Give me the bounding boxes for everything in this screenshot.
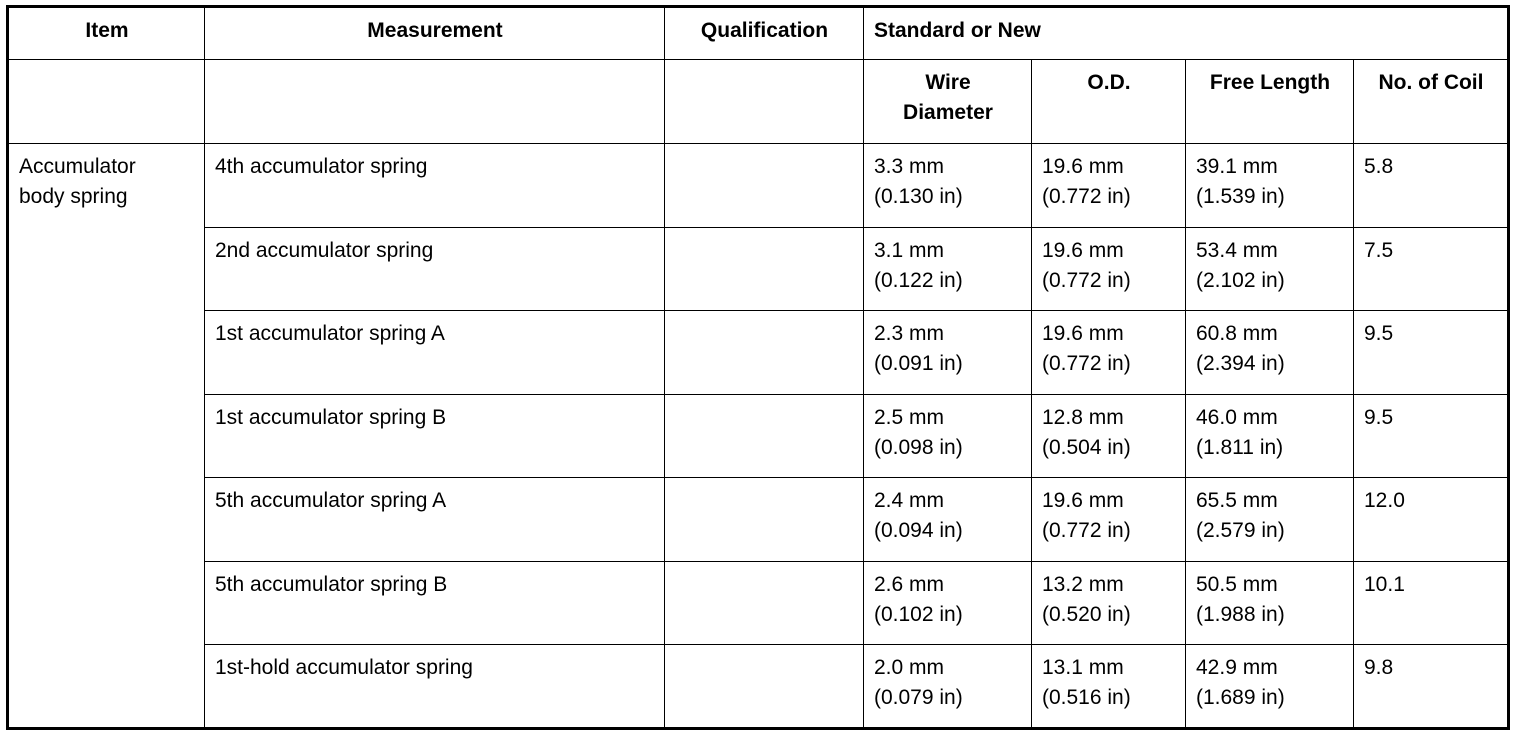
od-cell-line-2: (0.772 in): [1042, 519, 1131, 542]
header-od: O.D.: [1032, 60, 1186, 144]
table-row: [8, 561, 1509, 645]
item-cell-line-1: Accumulator: [19, 155, 136, 178]
od-cell: [1032, 478, 1186, 562]
table-row: [8, 311, 1509, 395]
header-wire-diameter: [864, 60, 1032, 144]
free-length-cell-line-2: (2.102 in): [1196, 268, 1285, 292]
wire-diameter-cell: [864, 561, 1032, 645]
od-cell-line-1: 12.8 mm: [1042, 405, 1124, 429]
table-row: [8, 478, 1509, 562]
free-length-cell: [1186, 394, 1354, 478]
header-measurement: Measurement: [205, 7, 665, 60]
free-length-cell-line-1: 39.1 mm: [1196, 155, 1278, 178]
table-row: [8, 394, 1509, 478]
free-length-cell: [1186, 311, 1354, 395]
wire-diameter-cell-line-2: (0.102 in): [874, 602, 963, 626]
coil-count-cell: 10.1: [1354, 561, 1509, 645]
wire-diameter-cell-line-2: (0.094 in): [874, 519, 963, 542]
header-wire-diameter-line-2: Diameter: [903, 101, 993, 124]
od-cell-line-2: (0.520 in): [1042, 602, 1131, 626]
header-standard-or-new: Standard or New: [864, 7, 1509, 60]
wire-diameter-cell: [864, 311, 1032, 395]
free-length-cell-line-1: 65.5 mm: [1196, 489, 1278, 512]
measurement-cell: 5th accumulator spring A: [205, 478, 665, 562]
od-cell-line-1: 19.6 mm: [1042, 155, 1124, 178]
od-cell: [1032, 394, 1186, 478]
header-row-2: [8, 60, 1509, 144]
qualification-cell: [665, 561, 864, 645]
od-cell-line-2: (0.772 in): [1042, 352, 1131, 375]
header-item: Item: [8, 7, 205, 60]
od-cell: [1032, 227, 1186, 311]
od-cell: [1032, 645, 1186, 729]
od-cell: [1032, 311, 1186, 395]
wire-diameter-cell-line-1: 3.1 mm: [874, 238, 945, 262]
wire-diameter-cell-line-1: 2.0 mm: [874, 656, 945, 679]
table-row: [8, 645, 1509, 729]
od-cell-line-1: 19.6 mm: [1042, 489, 1124, 512]
coil-count-cell: 5.8: [1354, 144, 1509, 228]
table-body: [8, 7, 1509, 729]
free-length-cell-line-1: 53.4 mm: [1196, 238, 1278, 262]
wire-diameter-cell: [864, 478, 1032, 562]
od-cell-line-2: (0.772 in): [1042, 268, 1131, 292]
coil-count-cell: 7.5: [1354, 227, 1509, 311]
wire-diameter-cell: [864, 144, 1032, 228]
qualification-cell: [665, 144, 864, 228]
table-row: [8, 144, 1509, 228]
measurement-cell: 1st-hold accumulator spring: [205, 645, 665, 729]
spring-spec-table: [6, 5, 1510, 730]
measurement-cell: 1st accumulator spring B: [205, 394, 665, 478]
od-cell-line-1: 19.6 mm: [1042, 322, 1124, 345]
free-length-cell: [1186, 144, 1354, 228]
free-length-cell-line-1: 60.8 mm: [1196, 322, 1278, 345]
coil-count-cell: 9.5: [1354, 311, 1509, 395]
wire-diameter-cell: [864, 645, 1032, 729]
wire-diameter-cell-line-1: 2.4 mm: [874, 489, 945, 512]
qualification-cell: [665, 478, 864, 562]
wire-diameter-cell-line-1: 2.3 mm: [874, 322, 945, 345]
header-wire-diameter-line-1: Wire: [925, 71, 971, 94]
wire-diameter-cell-line-2: (0.091 in): [874, 352, 963, 375]
table-row: [8, 227, 1509, 311]
coil-count-cell: 9.8: [1354, 645, 1509, 729]
header-item-blank: [8, 60, 205, 144]
free-length-cell-line-1: 50.5 mm: [1196, 572, 1278, 596]
wire-diameter-cell: [864, 227, 1032, 311]
header-qualification-blank: [665, 60, 864, 144]
free-length-cell: [1186, 561, 1354, 645]
item-cell-line-2: body spring: [19, 185, 128, 208]
free-length-cell-line-1: 42.9 mm: [1196, 656, 1278, 679]
header-row-1: [8, 7, 1509, 60]
od-cell: [1032, 144, 1186, 228]
item-cell: [8, 144, 205, 729]
measurement-cell: 4th accumulator spring: [205, 144, 665, 228]
qualification-cell: [665, 311, 864, 395]
od-cell-line-2: (0.504 in): [1042, 435, 1131, 459]
coil-count-cell: 12.0: [1354, 478, 1509, 562]
od-cell-line-2: (0.516 in): [1042, 686, 1131, 709]
free-length-cell: [1186, 478, 1354, 562]
coil-count-cell: 9.5: [1354, 394, 1509, 478]
od-cell: [1032, 561, 1186, 645]
wire-diameter-cell-line-2: (0.122 in): [874, 268, 963, 292]
od-cell-line-1: 19.6 mm: [1042, 238, 1124, 262]
measurement-cell: 2nd accumulator spring: [205, 227, 665, 311]
header-free-length: Free Length: [1186, 60, 1354, 144]
wire-diameter-cell-line-1: 2.6 mm: [874, 572, 945, 596]
free-length-cell-line-2: (2.579 in): [1196, 519, 1285, 542]
header-measurement-blank: [205, 60, 665, 144]
free-length-cell-line-2: (1.811 in): [1196, 435, 1284, 459]
qualification-cell: [665, 227, 864, 311]
wire-diameter-cell-line-2: (0.098 in): [874, 435, 963, 459]
wire-diameter-cell: [864, 394, 1032, 478]
header-no-of-coil: No. of Coil: [1354, 60, 1509, 144]
free-length-cell-line-2: (1.539 in): [1196, 185, 1285, 208]
header-qualification: Qualification: [665, 7, 864, 60]
wire-diameter-cell-line-1: 3.3 mm: [874, 155, 945, 178]
free-length-cell-line-1: 46.0 mm: [1196, 405, 1278, 429]
free-length-cell: [1186, 227, 1354, 311]
free-length-cell-line-2: (2.394 in): [1196, 352, 1285, 375]
free-length-cell-line-2: (1.988 in): [1196, 602, 1285, 626]
od-cell-line-2: (0.772 in): [1042, 185, 1131, 208]
wire-diameter-cell-line-2: (0.130 in): [874, 185, 963, 208]
measurement-cell: 1st accumulator spring A: [205, 311, 665, 395]
measurement-cell: 5th accumulator spring B: [205, 561, 665, 645]
wire-diameter-cell-line-2: (0.079 in): [874, 686, 963, 709]
free-length-cell-line-2: (1.689 in): [1196, 686, 1285, 709]
qualification-cell: [665, 645, 864, 729]
free-length-cell: [1186, 645, 1354, 729]
od-cell-line-1: 13.1 mm: [1042, 656, 1124, 679]
wire-diameter-cell-line-1: 2.5 mm: [874, 405, 945, 429]
od-cell-line-1: 13.2 mm: [1042, 572, 1124, 596]
qualification-cell: [665, 394, 864, 478]
